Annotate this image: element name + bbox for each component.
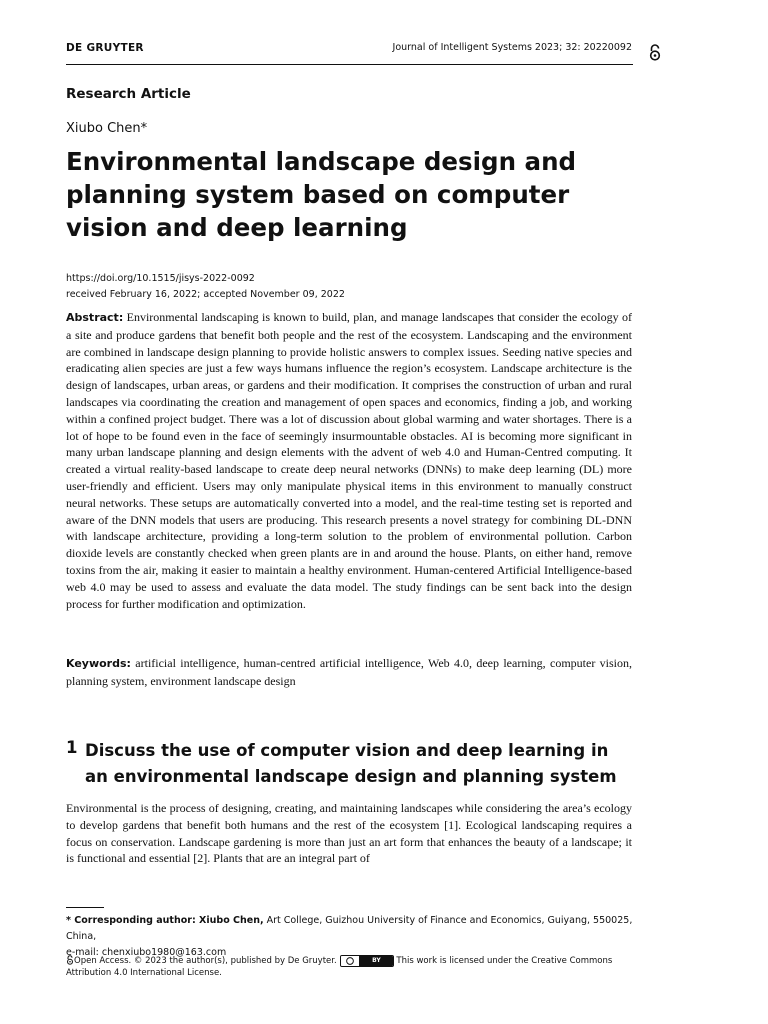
open-access-icon [648,44,662,61]
footnote-affiliation: Art College, Guizhou University of Finance and Economics, Guiyang, 550025, China, [66,915,633,942]
keywords-label: Keywords: [66,657,131,670]
author-name: Xiubo Chen* [66,121,148,136]
abstract-label: Abstract: [66,311,124,324]
publisher-name: DE GRUYTER [66,42,144,54]
cc-by-text: BY [359,956,393,966]
section-heading: Discuss the use of computer vision and deep learning in an environmental landscape design and planning system [85,741,617,786]
cc-by-badge-icon[interactable] [340,955,394,967]
footnote-email[interactable]: e-mail: chenxiubo1980@163.com [66,947,227,958]
cc-logo-icon [341,956,359,966]
journal-citation: Journal of Intelligent Systems 2023; 32: 20220092 [392,42,632,53]
section-body-text: Environmental is the process of designing, creating, and maintaining landscapes while considering the area’s ecology to develop gardens that benefit both humans and the rest of the ecosystem [1]. Ecological landscaping requires a focus on conservation. Landscape gardening is more than just an art form that enhances the beauty of a landscape; it is functional and essential [2]. Plants that are an integral part of [66,801,632,866]
license-notice [66,955,646,979]
keywords-text: artificial intelligence, human-centred artificial intelligence, Web 4.0, deep learning, computer vision, planning system, environment landscape design [66,656,632,688]
article-type: Research Article [66,86,191,102]
received-accepted-dates: received February 16, 2022; accepted November 09, 2022 [66,289,345,300]
header-rule [66,64,633,65]
corresponding-author-footnote [66,913,636,961]
article-title: Environmental landscape design and planning system based on computer vision and deep learning [66,147,577,242]
abstract-text: Environmental landscaping is known to build, plan, and manage landscapes that consider the ecology of a site and produce gardens that benefit both people and the rest of the ecosystem. Landscaping and the environment are combined in landscape design planning to provide holistic answers to complex issues. Seeding native species and eradicating alien species are just a few ways humans influence the region’s ecosystem. Landscape architecture is the design of landscapes, urban areas, or gardens and their modification. It comprises the construction of urban and rural landscapes via coordinating the creation and management of open spaces and economics, finding a job, and working within a confined project budget. There was a lot of discussion about global warming and water shortages. There is a lot of hope to be found even in the face of seemingly insurmountable obstacles. AI is becoming more significant in many urban landscape planning and design elements with the advent of web 4.0 and Human-Centred computing. It created a virtual reality-based landscape to create deep neural networks (DNNs) to make deep learning (DL) more user-friendly and efficient. Users may only manipulate physical items in this environment to manually construct neural networks. These setups are automatically converted into a model, and the real-time testing set is reported and aware of the DNN models that users are producing. This research presents a novel strategy for combining DL-DNN with landscape architecture, providing a long-term solution to the problem of environmental pollution. Carbon dioxide levels are constantly checked when green plants are in and around the house. Plants, on either hand, remove toxins from the air, making it easier to maintain a healthy environment. Human-centered Artificial Intelligence-based web 4.0 may be used to assess and evaluate the data model. The study findings can be sent back into the design process for further modification and optimization. [66,310,633,611]
section-number: 1 [66,738,78,757]
open-access-mini-icon [66,955,74,965]
abstract [66,309,632,612]
footnote-label: * Corresponding author: Xiubo Chen, [66,915,264,926]
license-rest: This work is licensed under the Creative Commons Attribution 4.0 International License. [66,956,613,978]
doi-link[interactable]: https://doi.org/10.1515/jisys-2022-0092 [66,273,255,284]
license-lead: Open Access. © 2023 the author(s), published by De Gruyter. [74,956,337,966]
footnote-rule [66,907,104,908]
keywords [66,655,632,690]
